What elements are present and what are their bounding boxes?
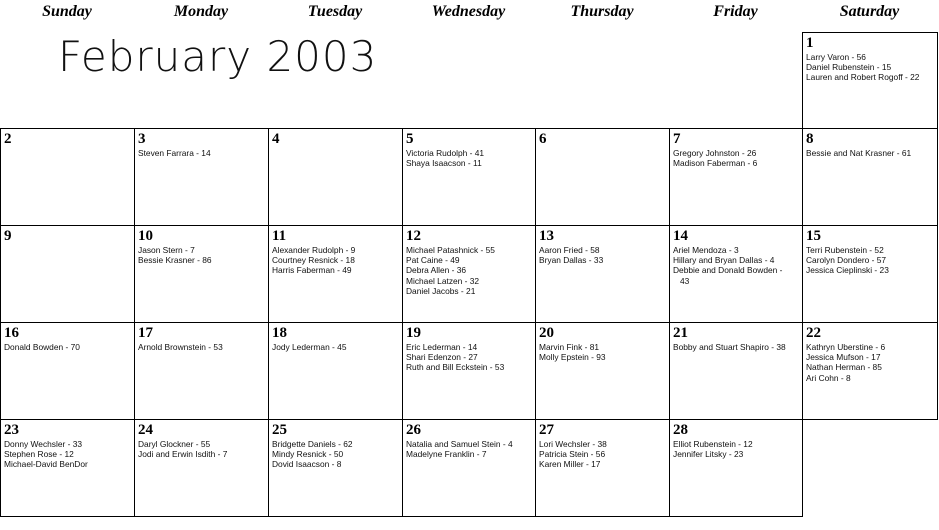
event-entry: Victoria Rudolph - 41 (406, 148, 485, 158)
event-entry: Ariel Mendoza - 3 (673, 245, 739, 255)
day-cell-22 (802, 322, 938, 420)
day-number: 12 (406, 228, 421, 244)
day-number: 15 (806, 228, 821, 244)
day-cell-26 (402, 419, 536, 517)
day-cell-13 (535, 225, 670, 323)
event-entry: Michael-David BenDor (4, 459, 88, 470)
event-entry: Jason Stern - 7 (138, 245, 195, 255)
day-number: 6 (539, 131, 547, 147)
day-number: 17 (138, 325, 153, 341)
day-number: 22 (806, 325, 821, 341)
event-entry: Harris Faberman - 49 (272, 265, 352, 276)
day-number: 16 (4, 325, 19, 341)
day-number: 18 (272, 325, 287, 341)
day-number: 20 (539, 325, 554, 341)
event-entry: Steven Farrara - 14 (138, 148, 211, 158)
event-list (135, 341, 268, 352)
event-entry: Jessica Cieplinski - 23 (806, 265, 889, 276)
event-list (536, 341, 669, 362)
event-list (670, 147, 802, 168)
event-entry: Gregory Johnston - 26 (673, 148, 757, 158)
day-number: 19 (406, 325, 421, 341)
day-of-week-monday: Monday (173, 3, 229, 20)
event-entry: Michael Patashnick - 55 (406, 245, 495, 255)
event-entry: Daniel Jacobs - 21 (406, 285, 476, 296)
event-entry: Donny Wechsler - 33 (4, 439, 83, 449)
day-cell-19 (402, 322, 536, 420)
event-entry: Nathan Herman - 85 (806, 362, 882, 373)
event-entry: Kathryn Uberstine - 6 (806, 342, 886, 352)
event-entry: Lori Wechsler - 38 (539, 439, 607, 449)
day-cell-6 (535, 128, 670, 226)
event-entry: Bessie Krasner - 86 (138, 255, 212, 266)
day-number: 23 (4, 422, 19, 438)
event-entry: Carolyn Dondero - 57 (806, 255, 887, 266)
day-cell-17 (134, 322, 269, 420)
event-entry: Jodi and Erwin Isdith - 7 (138, 449, 228, 460)
event-list (1, 244, 134, 245)
event-list (403, 341, 535, 373)
day-cell-12 (402, 225, 536, 323)
day-cell-8 (802, 128, 938, 226)
event-list (135, 147, 268, 158)
event-list (803, 147, 937, 158)
event-list (1, 438, 134, 470)
event-list (403, 147, 535, 168)
event-entry: Ruth and Bill Eckstein - 53 (406, 362, 505, 373)
day-number: 27 (539, 422, 554, 438)
event-entry: Karen Miller - 17 (539, 459, 601, 470)
event-entry: Jody Lederman - 45 (272, 342, 347, 352)
event-entry: Molly Epstein - 93 (539, 352, 606, 363)
day-of-week-saturday: Saturday (839, 3, 900, 20)
day-cell-2 (0, 128, 135, 226)
event-list (536, 147, 669, 148)
day-number: 26 (406, 422, 421, 438)
day-cell-9 (0, 225, 135, 323)
event-list (269, 341, 402, 352)
event-list (269, 244, 402, 276)
day-cell-11 (268, 225, 403, 323)
day-number: 28 (673, 422, 688, 438)
event-list (1, 341, 134, 352)
event-list (269, 438, 402, 470)
event-entry: Larry Varon - 56 (806, 52, 866, 62)
day-number: 1 (806, 35, 814, 51)
event-entry: Donald Bowden - 70 (4, 342, 80, 352)
event-entry: Mindy Resnick - 50 (272, 449, 344, 460)
event-list (135, 244, 268, 265)
day-cell-27 (535, 419, 670, 517)
day-cell-28 (669, 419, 803, 517)
event-entry: Bessie and Nat Krasner - 61 (806, 148, 912, 158)
event-list (670, 341, 802, 352)
event-entry: Lauren and Robert Rogoff - 22 (806, 72, 920, 83)
event-entry: 43 (673, 275, 690, 286)
event-entry: Patricia Stein - 56 (539, 449, 606, 460)
day-number: 2 (4, 131, 12, 147)
event-list (803, 51, 937, 83)
day-of-week-tuesday: Tuesday (307, 3, 363, 20)
event-list (536, 244, 669, 265)
day-number: 14 (673, 228, 688, 244)
day-cell-4 (268, 128, 403, 226)
event-entry: Marvin Fink - 81 (539, 342, 600, 352)
event-entry: Stephen Rose - 12 (4, 449, 74, 460)
day-number: 9 (4, 228, 12, 244)
day-cell-7 (669, 128, 803, 226)
day-number: 8 (806, 131, 814, 147)
event-list (403, 244, 535, 296)
day-cell-25 (268, 419, 403, 517)
event-list (403, 438, 535, 459)
day-number: 7 (673, 131, 681, 147)
event-entry: Jennifer Litsky - 23 (673, 449, 744, 460)
event-entry: Shari Edenzon - 27 (406, 352, 478, 363)
event-list (536, 438, 669, 470)
day-number: 10 (138, 228, 153, 244)
event-entry: Daniel Rubenstein - 15 (806, 62, 892, 73)
day-number: 4 (272, 131, 280, 147)
event-entry: Debbie and Donald Bowden - (673, 265, 783, 276)
day-cell-23 (0, 419, 135, 517)
day-cell-15 (802, 225, 938, 323)
event-list (135, 438, 268, 459)
day-number: 5 (406, 131, 414, 147)
day-cell-10 (134, 225, 269, 323)
day-of-week-wednesday: Wednesday (431, 3, 506, 20)
event-entry: Madison Faberman - 6 (673, 158, 758, 169)
event-entry: Shaya Isaacson - 11 (406, 158, 482, 169)
event-list (803, 244, 937, 276)
day-number: 13 (539, 228, 554, 244)
event-entry: Hillary and Bryan Dallas - 4 (673, 255, 775, 266)
day-cell-1 (802, 32, 938, 129)
day-of-week-thursday: Thursday (570, 3, 634, 20)
event-entry: Debra Allen - 36 (406, 265, 467, 276)
day-cell-21 (669, 322, 803, 420)
event-entry: Bobby and Stuart Shapiro - 38 (673, 342, 786, 352)
event-entry: Arnold Brownstein - 53 (138, 342, 223, 352)
day-cell-18 (268, 322, 403, 420)
calendar-title: February 2003 (58, 32, 378, 81)
event-entry: Ari Cohn - 8 (806, 372, 851, 383)
day-cell-5 (402, 128, 536, 226)
day-cell-14 (669, 225, 803, 323)
event-entry: Madelyne Franklin - 7 (406, 449, 487, 460)
event-entry: Elliot Rubenstein - 12 (673, 439, 753, 449)
event-entry: Aaron Fried - 58 (539, 245, 600, 255)
event-entry: Jessica Mufson - 17 (806, 352, 881, 363)
day-of-week-sunday: Sunday (42, 3, 92, 20)
day-cell-24 (134, 419, 269, 517)
event-list (670, 244, 802, 286)
day-number: 21 (673, 325, 688, 341)
event-entry: Bridgette Daniels - 62 (272, 439, 353, 449)
day-cell-20 (535, 322, 670, 420)
event-entry: Bryan Dallas - 33 (539, 255, 604, 266)
day-number: 11 (272, 228, 287, 244)
day-of-week-friday: Friday (713, 3, 758, 20)
day-number: 25 (272, 422, 287, 438)
event-list (670, 438, 802, 459)
day-cell-3 (134, 128, 269, 226)
event-list (803, 341, 937, 383)
event-entry: Pat Caine - 49 (406, 255, 460, 266)
event-entry: Dovid Isaacson - 8 (272, 459, 342, 470)
event-entry: Courtney Resnick - 18 (272, 255, 355, 266)
event-entry: Terri Rubenstein - 52 (806, 245, 884, 255)
event-entry: Natalia and Samuel Stein - 4 (406, 439, 513, 449)
event-entry: Alexander Rudolph - 9 (272, 245, 356, 255)
event-entry: Daryl Glockner - 55 (138, 439, 211, 449)
day-cell-16 (0, 322, 135, 420)
day-number: 3 (138, 131, 146, 147)
event-entry: Eric Lederman - 14 (406, 342, 478, 352)
day-number: 24 (138, 422, 153, 438)
event-list (1, 147, 134, 148)
event-list (269, 147, 402, 148)
event-entry: Michael Latzen - 32 (406, 275, 480, 286)
